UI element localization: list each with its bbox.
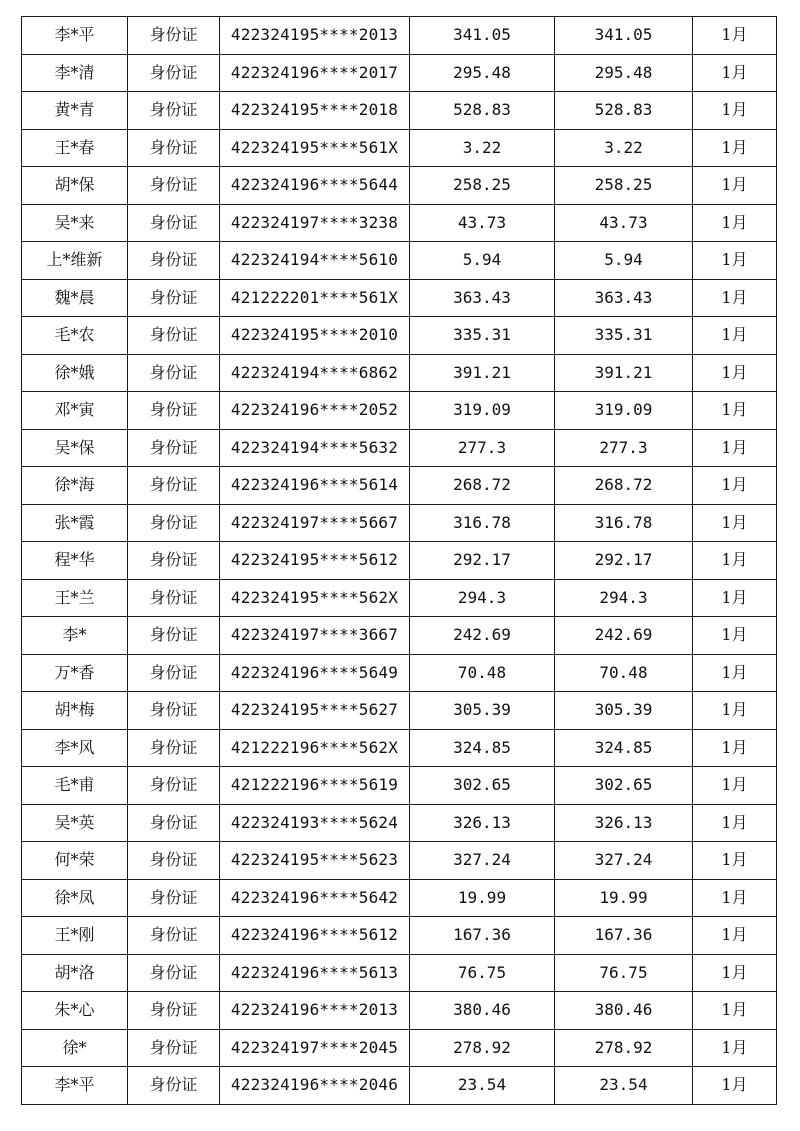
amount-paid-cell: 302.65 <box>555 767 693 805</box>
month-cell: 1月 <box>693 654 777 692</box>
name-cell: 王*春 <box>22 129 128 167</box>
month-cell: 1月 <box>693 842 777 880</box>
id-type-cell: 身份证 <box>128 129 220 167</box>
name-cell: 何*荣 <box>22 842 128 880</box>
amount-paid-cell: 19.99 <box>555 879 693 917</box>
id-number-cell: 421222196****5619 <box>220 767 410 805</box>
id-type-cell: 身份证 <box>128 879 220 917</box>
amount-cell: 302.65 <box>410 767 555 805</box>
id-number-cell: 422324196****2046 <box>220 1067 410 1105</box>
id-number-cell: 422324196****2017 <box>220 54 410 92</box>
name-cell: 李*平 <box>22 17 128 55</box>
month-cell: 1月 <box>693 54 777 92</box>
id-number-cell: 422324196****5644 <box>220 167 410 205</box>
amount-cell: 277.3 <box>410 429 555 467</box>
id-type-cell: 身份证 <box>128 92 220 130</box>
id-number-cell: 422324197****5667 <box>220 504 410 542</box>
id-number-cell: 422324194****6862 <box>220 354 410 392</box>
table-row <box>22 279 777 317</box>
amount-paid-cell: 295.48 <box>555 54 693 92</box>
id-number-cell: 421222201****561X <box>220 279 410 317</box>
amount-cell: 242.69 <box>410 617 555 655</box>
id-number-cell: 422324195****5627 <box>220 692 410 730</box>
amount-cell: 363.43 <box>410 279 555 317</box>
month-cell: 1月 <box>693 204 777 242</box>
name-cell: 胡*梅 <box>22 692 128 730</box>
amount-cell: 258.25 <box>410 167 555 205</box>
month-cell: 1月 <box>693 317 777 355</box>
id-number-cell: 422324195****5612 <box>220 542 410 580</box>
amount-cell: 278.92 <box>410 1029 555 1067</box>
amount-cell: 76.75 <box>410 954 555 992</box>
amount-cell: 305.39 <box>410 692 555 730</box>
id-number-cell: 422324195****561X <box>220 129 410 167</box>
month-cell: 1月 <box>693 242 777 280</box>
table-row <box>22 917 777 955</box>
amount-paid-cell: 167.36 <box>555 917 693 955</box>
table-row <box>22 392 777 430</box>
amount-paid-cell: 5.94 <box>555 242 693 280</box>
id-type-cell: 身份证 <box>128 1029 220 1067</box>
table-row <box>22 729 777 767</box>
id-number-cell: 422324195****2018 <box>220 92 410 130</box>
id-type-cell: 身份证 <box>128 842 220 880</box>
id-type-cell: 身份证 <box>128 729 220 767</box>
month-cell: 1月 <box>693 504 777 542</box>
id-type-cell: 身份证 <box>128 804 220 842</box>
payment-roster-table <box>21 16 777 1105</box>
amount-cell: 70.48 <box>410 654 555 692</box>
amount-cell: 23.54 <box>410 1067 555 1105</box>
month-cell: 1月 <box>693 1029 777 1067</box>
amount-paid-cell: 292.17 <box>555 542 693 580</box>
month-cell: 1月 <box>693 617 777 655</box>
name-cell: 万*香 <box>22 654 128 692</box>
amount-cell: 327.24 <box>410 842 555 880</box>
month-cell: 1月 <box>693 579 777 617</box>
id-type-cell: 身份证 <box>128 317 220 355</box>
id-type-cell: 身份证 <box>128 392 220 430</box>
id-number-cell: 422324197****2045 <box>220 1029 410 1067</box>
table-row <box>22 354 777 392</box>
month-cell: 1月 <box>693 879 777 917</box>
table-row <box>22 54 777 92</box>
table-row <box>22 692 777 730</box>
id-type-cell: 身份证 <box>128 167 220 205</box>
amount-paid-cell: 277.3 <box>555 429 693 467</box>
amount-paid-cell: 324.85 <box>555 729 693 767</box>
month-cell: 1月 <box>693 729 777 767</box>
amount-cell: 167.36 <box>410 917 555 955</box>
name-cell: 毛*甫 <box>22 767 128 805</box>
amount-paid-cell: 3.22 <box>555 129 693 167</box>
id-type-cell: 身份证 <box>128 467 220 505</box>
month-cell: 1月 <box>693 129 777 167</box>
name-cell: 胡*洛 <box>22 954 128 992</box>
id-number-cell: 422324195****2010 <box>220 317 410 355</box>
name-cell: 吴*保 <box>22 429 128 467</box>
amount-cell: 43.73 <box>410 204 555 242</box>
amount-paid-cell: 70.48 <box>555 654 693 692</box>
month-cell: 1月 <box>693 467 777 505</box>
month-cell: 1月 <box>693 954 777 992</box>
name-cell: 徐*凤 <box>22 879 128 917</box>
table-row <box>22 129 777 167</box>
name-cell: 黄*青 <box>22 92 128 130</box>
amount-paid-cell: 363.43 <box>555 279 693 317</box>
amount-cell: 316.78 <box>410 504 555 542</box>
id-type-cell: 身份证 <box>128 354 220 392</box>
table-row <box>22 842 777 880</box>
month-cell: 1月 <box>693 767 777 805</box>
name-cell: 朱*心 <box>22 992 128 1030</box>
id-type-cell: 身份证 <box>128 17 220 55</box>
table-row <box>22 804 777 842</box>
month-cell: 1月 <box>693 429 777 467</box>
amount-cell: 391.21 <box>410 354 555 392</box>
amount-cell: 294.3 <box>410 579 555 617</box>
amount-cell: 326.13 <box>410 804 555 842</box>
amount-paid-cell: 23.54 <box>555 1067 693 1105</box>
name-cell: 王*兰 <box>22 579 128 617</box>
table-row <box>22 504 777 542</box>
id-type-cell: 身份证 <box>128 579 220 617</box>
table-row <box>22 167 777 205</box>
name-cell: 李* <box>22 617 128 655</box>
name-cell: 魏*晨 <box>22 279 128 317</box>
id-number-cell: 422324196****5614 <box>220 467 410 505</box>
id-type-cell: 身份证 <box>128 429 220 467</box>
id-type-cell: 身份证 <box>128 204 220 242</box>
amount-paid-cell: 391.21 <box>555 354 693 392</box>
amount-cell: 3.22 <box>410 129 555 167</box>
id-number-cell: 422324196****5613 <box>220 954 410 992</box>
name-cell: 徐*娥 <box>22 354 128 392</box>
id-number-cell: 422324197****3238 <box>220 204 410 242</box>
id-number-cell: 422324193****5624 <box>220 804 410 842</box>
amount-paid-cell: 76.75 <box>555 954 693 992</box>
id-number-cell: 422324194****5610 <box>220 242 410 280</box>
table-row <box>22 654 777 692</box>
id-number-cell: 422324196****5649 <box>220 654 410 692</box>
table-body <box>22 17 777 1105</box>
amount-cell: 335.31 <box>410 317 555 355</box>
amount-paid-cell: 278.92 <box>555 1029 693 1067</box>
name-cell: 程*华 <box>22 542 128 580</box>
name-cell: 上*维新 <box>22 242 128 280</box>
id-type-cell: 身份证 <box>128 617 220 655</box>
amount-cell: 268.72 <box>410 467 555 505</box>
id-number-cell: 422324195****2013 <box>220 17 410 55</box>
month-cell: 1月 <box>693 354 777 392</box>
name-cell: 胡*保 <box>22 167 128 205</box>
table-row <box>22 242 777 280</box>
amount-paid-cell: 335.31 <box>555 317 693 355</box>
id-number-cell: 422324195****5623 <box>220 842 410 880</box>
month-cell: 1月 <box>693 17 777 55</box>
id-number-cell: 421222196****562X <box>220 729 410 767</box>
id-type-cell: 身份证 <box>128 279 220 317</box>
name-cell: 毛*农 <box>22 317 128 355</box>
table-row <box>22 992 777 1030</box>
amount-cell: 295.48 <box>410 54 555 92</box>
name-cell: 李*平 <box>22 1067 128 1105</box>
table-row <box>22 879 777 917</box>
amount-paid-cell: 258.25 <box>555 167 693 205</box>
name-cell: 王*刚 <box>22 917 128 955</box>
month-cell: 1月 <box>693 92 777 130</box>
table-row <box>22 1067 777 1105</box>
amount-cell: 19.99 <box>410 879 555 917</box>
table-row <box>22 1029 777 1067</box>
name-cell: 李*风 <box>22 729 128 767</box>
id-number-cell: 422324197****3667 <box>220 617 410 655</box>
id-number-cell: 422324196****2013 <box>220 992 410 1030</box>
table-row <box>22 767 777 805</box>
month-cell: 1月 <box>693 804 777 842</box>
table-row <box>22 542 777 580</box>
amount-paid-cell: 43.73 <box>555 204 693 242</box>
amount-paid-cell: 326.13 <box>555 804 693 842</box>
id-type-cell: 身份证 <box>128 504 220 542</box>
amount-paid-cell: 242.69 <box>555 617 693 655</box>
id-number-cell: 422324196****5612 <box>220 917 410 955</box>
table-row <box>22 317 777 355</box>
amount-paid-cell: 305.39 <box>555 692 693 730</box>
amount-cell: 319.09 <box>410 392 555 430</box>
amount-paid-cell: 341.05 <box>555 17 693 55</box>
name-cell: 张*霞 <box>22 504 128 542</box>
name-cell: 李*清 <box>22 54 128 92</box>
name-cell: 吴*来 <box>22 204 128 242</box>
amount-paid-cell: 380.46 <box>555 992 693 1030</box>
table-row <box>22 92 777 130</box>
id-type-cell: 身份证 <box>128 692 220 730</box>
id-number-cell: 422324196****2052 <box>220 392 410 430</box>
table-row <box>22 429 777 467</box>
id-type-cell: 身份证 <box>128 767 220 805</box>
amount-cell: 341.05 <box>410 17 555 55</box>
table-row <box>22 954 777 992</box>
name-cell: 吴*英 <box>22 804 128 842</box>
amount-paid-cell: 319.09 <box>555 392 693 430</box>
id-number-cell: 422324196****5642 <box>220 879 410 917</box>
month-cell: 1月 <box>693 167 777 205</box>
table-row <box>22 579 777 617</box>
month-cell: 1月 <box>693 917 777 955</box>
id-number-cell: 422324194****5632 <box>220 429 410 467</box>
table-row <box>22 17 777 55</box>
amount-cell: 380.46 <box>410 992 555 1030</box>
id-type-cell: 身份证 <box>128 654 220 692</box>
name-cell: 徐* <box>22 1029 128 1067</box>
table-row <box>22 467 777 505</box>
table-row <box>22 617 777 655</box>
amount-cell: 292.17 <box>410 542 555 580</box>
month-cell: 1月 <box>693 392 777 430</box>
month-cell: 1月 <box>693 279 777 317</box>
id-type-cell: 身份证 <box>128 917 220 955</box>
id-type-cell: 身份证 <box>128 242 220 280</box>
amount-paid-cell: 528.83 <box>555 92 693 130</box>
amount-cell: 5.94 <box>410 242 555 280</box>
amount-paid-cell: 268.72 <box>555 467 693 505</box>
id-number-cell: 422324195****562X <box>220 579 410 617</box>
amount-paid-cell: 327.24 <box>555 842 693 880</box>
amount-paid-cell: 316.78 <box>555 504 693 542</box>
id-type-cell: 身份证 <box>128 542 220 580</box>
amount-cell: 324.85 <box>410 729 555 767</box>
id-type-cell: 身份证 <box>128 992 220 1030</box>
month-cell: 1月 <box>693 542 777 580</box>
amount-paid-cell: 294.3 <box>555 579 693 617</box>
id-type-cell: 身份证 <box>128 54 220 92</box>
amount-cell: 528.83 <box>410 92 555 130</box>
id-type-cell: 身份证 <box>128 1067 220 1105</box>
table-row <box>22 204 777 242</box>
month-cell: 1月 <box>693 1067 777 1105</box>
id-type-cell: 身份证 <box>128 954 220 992</box>
month-cell: 1月 <box>693 992 777 1030</box>
name-cell: 邓*寅 <box>22 392 128 430</box>
name-cell: 徐*海 <box>22 467 128 505</box>
month-cell: 1月 <box>693 692 777 730</box>
